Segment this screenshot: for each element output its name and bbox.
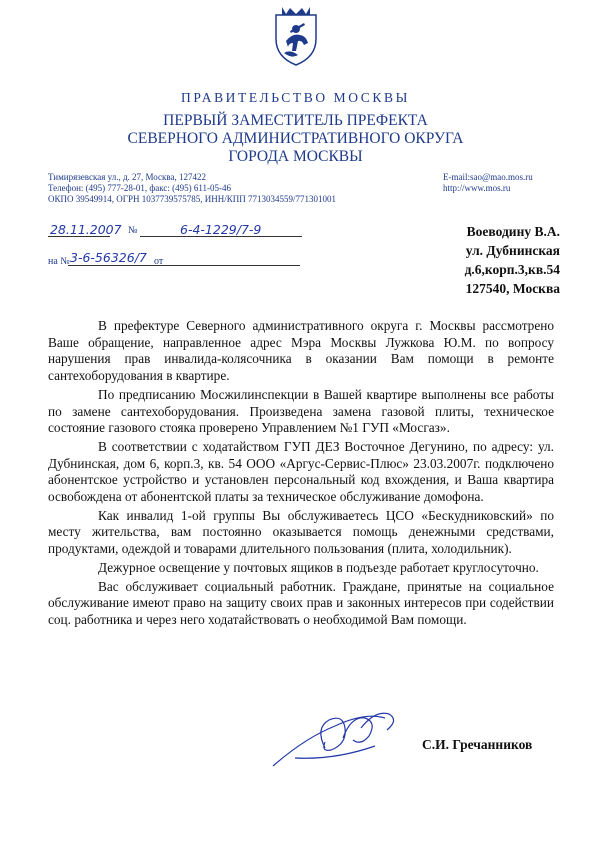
phone-fax: Телефон: (495) 777-28-01, факс: (495) 611-05-46 — [48, 183, 232, 193]
recipient-building: д.6,корп.3,кв.54 — [464, 262, 560, 277]
government-name: ПРАВИТЕЛЬСТВО МОСКВЫ — [180, 90, 410, 105]
registry-codes: ОКПО 39549914, ОГРН 1037739575785, ИНН/КПП 7713034559/771301001 — [48, 194, 336, 204]
reference-rule — [68, 265, 300, 266]
body-paragraph: Дежурное освещение у почтовых ящиков в подъезде работает круглосуточно. — [98, 559, 539, 575]
body-paragraph: В соответствии с ходатайством ГУП ДЕЗ Восточное Дегунино, по адресу: ул. Дубнинская, дом 6, корп.3, кв. 54 ООО «Аргус-Сервис-Плюс» 23.03.2007г. подключено абонентское устройство и установлен персональный код вхождения, и Ваша квартира освобождена от абонентской платы за техническое обслуживание домофона. — [48, 438, 554, 505]
moscow-coat-of-arms-icon — [268, 5, 324, 67]
recipient-city: 127540, Москва — [465, 281, 560, 296]
from-label: от — [154, 256, 164, 267]
body-paragraph: Вас обслуживает социальный работник. Граждане, принятые на социальное обслуживание имеют право на защиту своих прав и законных интересов при содействии соц. работника и через него ходатайствовать о необходимой Вам помощи. — [48, 578, 554, 627]
recipient-block — [370, 222, 560, 298]
letter-date: 28.11.2007 — [50, 222, 122, 237]
number-label: № — [128, 225, 138, 236]
reference-number: 3-6-56326/7 — [70, 250, 147, 265]
handwritten-signature — [265, 688, 425, 778]
recipient-name: Воеводину В.А. — [466, 224, 560, 239]
signer-name: С.И. Гречанников — [422, 737, 533, 752]
number-rule — [140, 236, 302, 237]
department-title-line-1: ПЕРВЫЙ ЗАМЕСТИТЕЛЬ ПРЕФЕКТА — [163, 112, 428, 129]
email-address: E-mail:sao@mao.mos.ru — [443, 172, 533, 182]
outgoing-number: 6-4-1229/7-9 — [180, 222, 262, 237]
department-title-line-3: ГОРОДА МОСКВЫ — [228, 148, 363, 165]
reference-label: на № — [48, 256, 70, 267]
body-paragraph: Как инвалид 1-ой группы Вы обслуживаетесь ЦСО «Бескудниковский» по месту жительства, вам постоянно оказывается помощь денежными средствами, продуктами, одеждой и товарами длительного пользования (плита, холодильник). — [48, 507, 554, 557]
letter-body — [48, 318, 554, 631]
date-rule — [48, 236, 110, 237]
body-paragraph: По предписанию Мосжилинспекции в Вашей квартире выполнены все работы по замене сантехоборудования. Произведена замена газовой плиты, техническое состояние газового стояка проверено Управлением №1 ГУП «Мосгаз». — [48, 386, 554, 436]
recipient-street: ул. Дубнинская — [465, 243, 560, 258]
department-title-line-2: СЕВЕРНОГО АДМИНИСТРАТИВНОГО ОКРУГА — [127, 130, 464, 147]
body-paragraph: В префектуре Северного административного округа г. Москвы рассмотрено Ваше обращение, направленное адрес Мэра Москвы Лужкова Ю.М. по вопросу нарушения прав инвалида-колясочника в оказании Вам помощи в ремонте сантехоборудования в квартире. — [48, 318, 554, 384]
postal-address: Тимирязевская ул., д. 27, Москва, 127422 — [48, 172, 207, 182]
website-address: http://www.mos.ru — [443, 183, 511, 193]
